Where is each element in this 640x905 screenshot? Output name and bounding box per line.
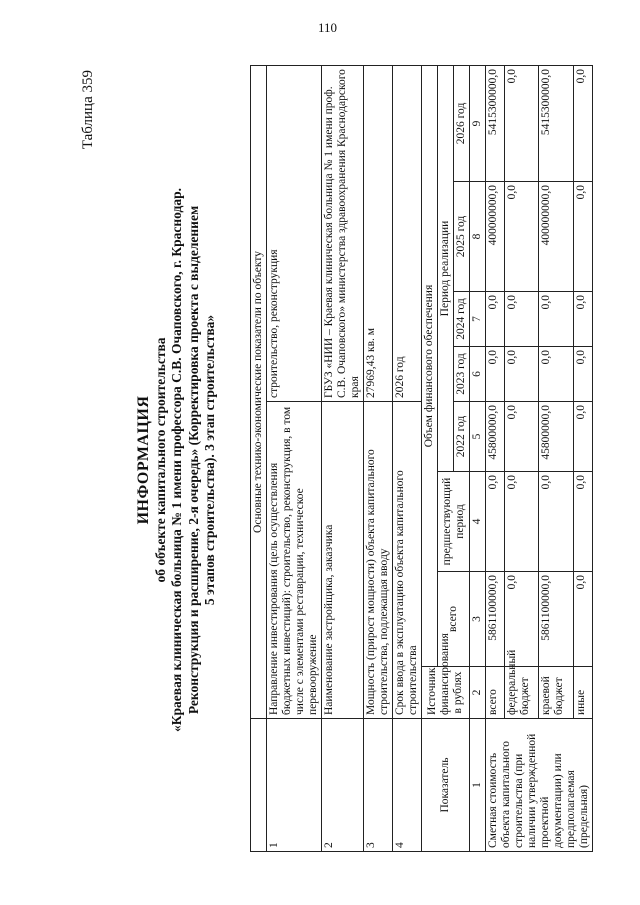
column-number: 3	[470, 572, 486, 667]
table-row	[393, 65, 422, 851]
value-2026: 5415300000,0	[539, 65, 573, 181]
row-label: Направление инвестирования (цель осуществления бюджетных инвестиций): строительство, реконструкция, в том числе с элементами реставрации, техническое перевооружение	[267, 402, 322, 719]
row-value: 2026 год	[393, 65, 422, 401]
heading-line: об объекте капитального строительства	[152, 337, 168, 583]
value-2023: 0,0	[539, 347, 573, 402]
heading-line: «Краевая клиническая больница № 1 имени профессора С.В. Очаповского, г. Краснодар.	[169, 188, 184, 732]
column-number: 9	[470, 65, 486, 181]
column-number: 7	[470, 292, 486, 347]
row-label: Мощность (прирост мощности) объекта капитального строительства, подлежащая вводу	[364, 402, 393, 719]
row-number: 1	[267, 719, 322, 852]
row-number: 4	[393, 719, 422, 852]
year-header: 2023 год	[454, 347, 470, 402]
rotated-page-content	[80, 50, 625, 870]
row-number: 2	[322, 719, 364, 852]
year-header: 2024 год	[454, 292, 470, 347]
value-2022: 45800000,0	[486, 402, 505, 472]
prev-period-header: предшествующий период	[438, 472, 470, 572]
value-2025: 0,0	[505, 182, 539, 292]
source-name: всего	[486, 667, 505, 719]
section-header-row	[251, 65, 267, 851]
value-2022: 0,0	[505, 402, 539, 472]
finance-row	[486, 65, 505, 851]
value-2022: 0,0	[573, 402, 592, 472]
table-row	[364, 65, 393, 851]
row-label: Наименование застройщика, заказчика	[322, 402, 364, 719]
source-name: федеральный бюджет	[505, 667, 539, 719]
value-prev: 0,0	[573, 472, 592, 572]
value-total: 0,0	[505, 572, 539, 667]
table-row	[267, 65, 322, 851]
value-2026: 0,0	[505, 65, 539, 181]
volume-header: Объем финансового обеспечения	[422, 65, 438, 666]
year-header: 2022 год	[454, 402, 470, 472]
row-value: 27969,43 кв. м	[364, 65, 393, 401]
table-label: Таблица 359	[80, 70, 96, 150]
value-2024: 0,0	[573, 292, 592, 347]
value-2026: 5415300000,0	[486, 65, 505, 181]
source-name: иные	[573, 667, 592, 719]
value-total: 0,0	[573, 572, 592, 667]
finance-header-row	[422, 65, 438, 851]
page-number: 110	[318, 20, 338, 35]
column-number: 1	[470, 719, 486, 852]
value-2023: 0,0	[505, 347, 539, 402]
column-number: 4	[470, 472, 486, 572]
source-name: краевой бюджет	[539, 667, 573, 719]
object-info-table	[250, 65, 593, 852]
value-prev: 0,0	[486, 472, 505, 572]
year-header: 2026 год	[454, 65, 470, 181]
value-2023: 0,0	[573, 347, 592, 402]
value-prev: 0,0	[505, 472, 539, 572]
column-number: 2	[470, 667, 486, 719]
total-header: всего	[438, 572, 470, 667]
value-2024: 0,0	[486, 292, 505, 347]
value-prev: 0,0	[539, 472, 573, 572]
heading-line: 5 этапов строительства). 3 этап строительства»	[202, 314, 217, 606]
heading-line: Реконструкция и расширение, 2-я очередь» (Корректировка проекта с выделением	[185, 205, 201, 715]
row-value: строительство, реконструкция	[267, 65, 322, 401]
year-header: 2025 год	[454, 182, 470, 292]
section-header: Основные технико-экономические показатели по объекту	[251, 65, 267, 718]
value-total: 5861100000,0	[486, 572, 505, 667]
value-2025: 0,0	[573, 182, 592, 292]
row-number: 3	[364, 719, 393, 852]
value-2023: 0,0	[486, 347, 505, 402]
value-2026: 0,0	[573, 65, 592, 181]
value-2024: 0,0	[539, 292, 573, 347]
period-header: Период реализации	[438, 65, 454, 471]
column-number: 6	[470, 347, 486, 402]
source-header: Источник финансирования в рублях	[422, 667, 470, 719]
value-2025: 400000000,0	[539, 182, 573, 292]
value-2022: 45800000,0	[539, 402, 573, 472]
value-2025: 400000000,0	[486, 182, 505, 292]
column-number: 8	[470, 182, 486, 292]
row-label: Срок ввода в эксплуатацию объекта капитального строительства	[393, 402, 422, 719]
table-row	[322, 65, 364, 851]
row-value: ГБУЗ «НИИ – Краевая клиническая больница № 1 имени проф. С.В. Очаповского» министерства здравоохранения Краснодарского края	[322, 65, 364, 401]
column-number: 5	[470, 402, 486, 472]
heading-title: ИНФОРМАЦИЯ	[135, 395, 152, 525]
document-heading	[136, 70, 219, 850]
indicator-header: Показатель	[422, 719, 470, 852]
column-number-row	[470, 65, 486, 851]
value-2024: 0,0	[505, 292, 539, 347]
indicator-text: Сметная стоимость объекта капитального строительства (при наличии утвержденной проектной документации) или предполагаемая (предельная)	[486, 719, 593, 852]
value-total: 5861100000,0	[539, 572, 573, 667]
